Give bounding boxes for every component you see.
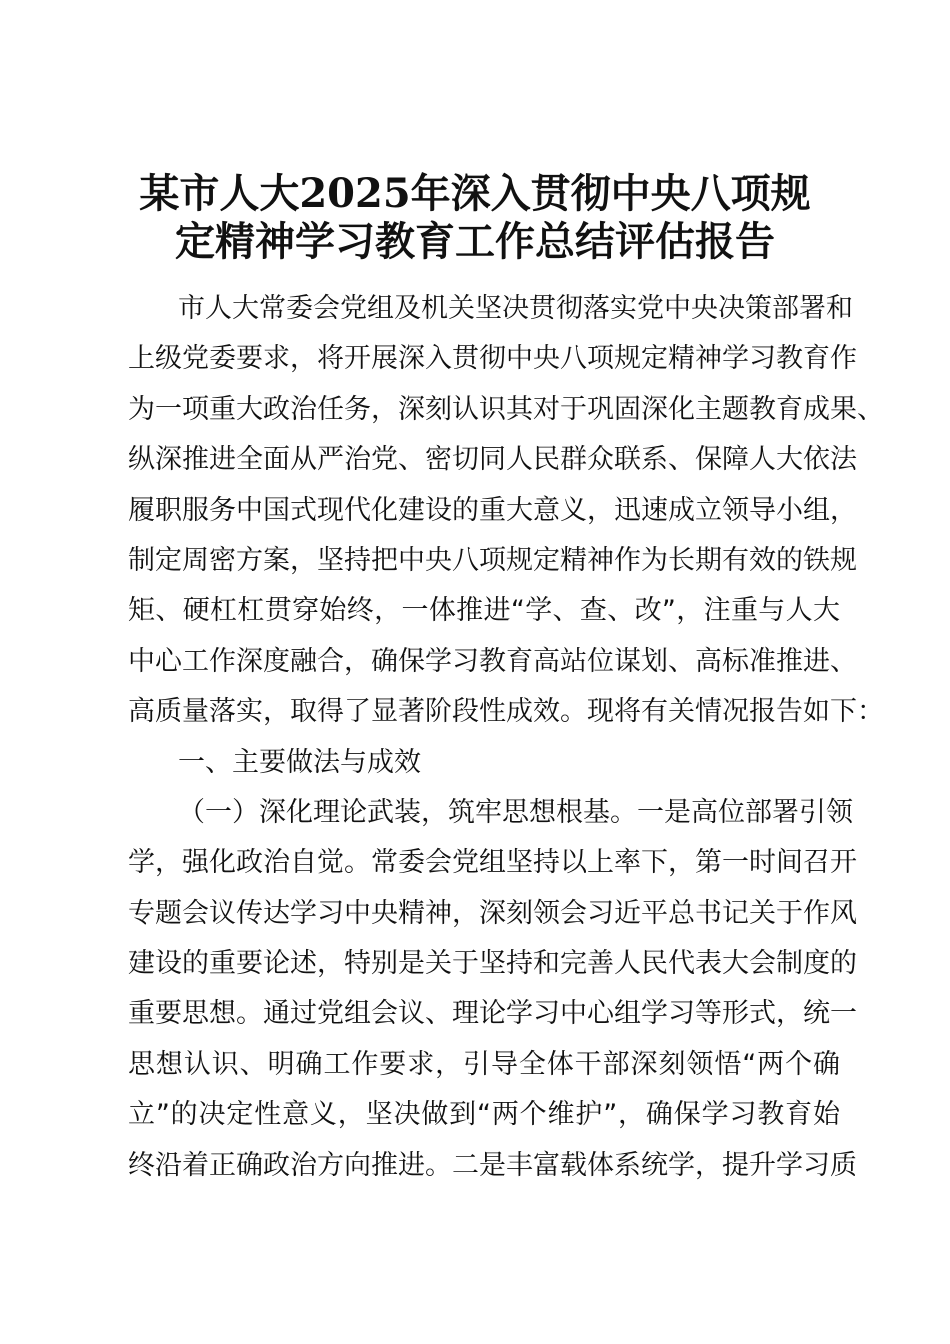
title-line-2: 定精神学习教育工作总结评估报告: [175, 218, 775, 265]
intro-line: 纵深推进全面从严治党、密切同人民群众联系、保障人大依法: [128, 444, 857, 476]
section-line: 终沿着正确政治方向推进。二是丰富载体系统学，提升学习质: [128, 1149, 857, 1181]
intro-line: 履职服务中国式现代化建设的重大意义，迅速成立领导小组，: [128, 494, 857, 526]
section-line: 专题会议传达学习中央精神，深刻领会习近平总书记关于作风: [128, 897, 857, 929]
section-line: （一）深化理论武装，筑牢思想根基。一是高位部署引领: [178, 796, 853, 828]
intro-line: 市人大常委会党组及机关坚决贯彻落实党中央决策部署和: [178, 293, 853, 324]
section-line: 建设的重要论述，特别是关于坚持和完善人民代表大会制度的: [128, 948, 857, 980]
intro-line: 中心工作深度融合，确保学习教育高站位谋划、高标准推进、: [128, 645, 857, 677]
document-body: [128, 284, 884, 1191]
section-line: 立”的决定性意义，坚决做到“两个维护”，确保学习教育始: [128, 1099, 840, 1131]
intro-line: 高质量落实，取得了显著阶段性成效。现将有关情况报告如下：: [128, 696, 884, 728]
section-line: 思想认识、明确工作要求，引导全体干部深刻领悟“两个确: [128, 1048, 840, 1080]
section-line: 重要思想。通过党组会议、理论学习中心组学习等形式，统一: [128, 998, 857, 1030]
title-line-1: 某市人大2025年深入贯彻中央八项规: [139, 170, 811, 217]
intro-line: 矩、硬杠杠贯穿始终，一体推进“学、查、改”，注重与人大: [128, 595, 840, 627]
section-line: 学，强化政治自觉。常委会党组坚持以上率下，第一时间召开: [128, 847, 857, 879]
intro-line: 上级党委要求，将开展深入贯彻中央八项规定精神学习教育作: [128, 343, 857, 375]
intro-line: 制定周密方案，坚持把中央八项规定精神作为长期有效的铁规: [128, 544, 857, 576]
section-heading: 一、主要做法与成效: [178, 746, 421, 778]
intro-line: 为一项重大政治任务，深刻认识其对于巩固深化主题教育成果、: [128, 393, 884, 425]
document-title: [0, 170, 950, 266]
